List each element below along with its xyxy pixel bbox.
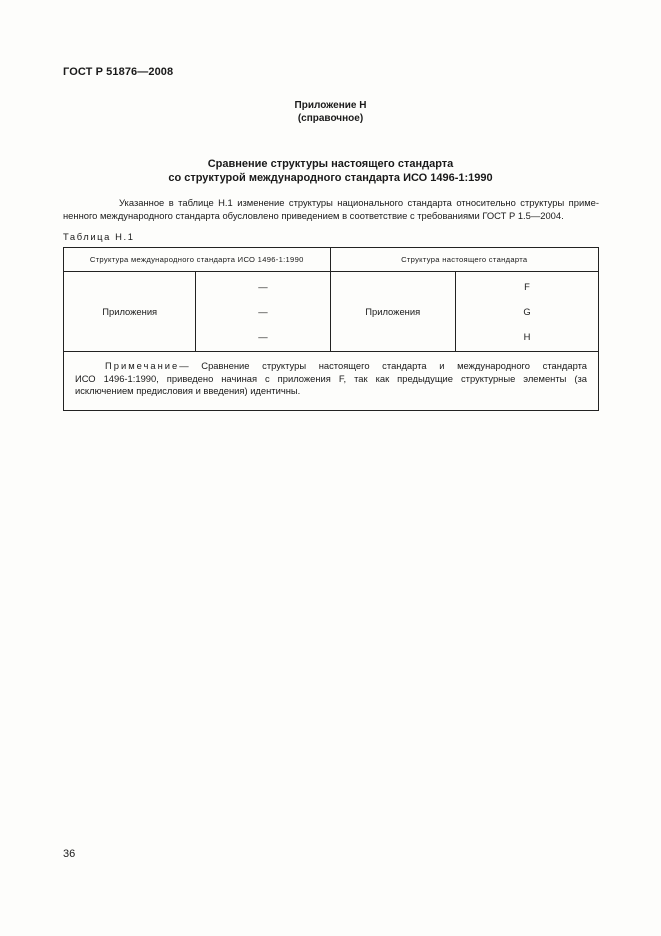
header-international: Структура международного стандарта ИСО 1496-1:1990: [64, 248, 331, 272]
comparison-table: [63, 247, 599, 411]
note-line-3: исключением предисловия и введения) идентичны.: [75, 385, 301, 397]
intl-item: —: [258, 306, 268, 317]
table-header-row: [64, 248, 599, 272]
intl-items-cell: [196, 272, 330, 352]
section-title-line-1: Сравнение структуры настоящего стандарта: [207, 158, 454, 170]
page-number: 36: [63, 848, 76, 860]
section-title: [0, 157, 661, 185]
table-row: [64, 272, 599, 352]
intl-item: —: [258, 281, 268, 292]
appendix-title: Приложение Н: [294, 100, 367, 111]
table-note: [64, 352, 599, 411]
section-title-line-2: со структурой международного стандарта ИСО 1496-1:1990: [168, 172, 493, 184]
table-note-row: [64, 352, 599, 411]
national-item: H: [523, 331, 531, 342]
national-item: G: [523, 306, 531, 317]
appendix-subtitle: (справочное): [297, 113, 364, 124]
table-label: Таблица Н.1: [63, 231, 135, 242]
national-section-cell: Приложения: [330, 272, 455, 352]
document-code: ГОСТ Р 51876—2008: [63, 66, 174, 78]
note-line-2: ИСО 1496-1:1990, приведено начиная с приложения F, так как предыдущие структурные элементы (за: [75, 372, 587, 384]
intl-section-cell: Приложения: [64, 272, 196, 352]
appendix-heading: [0, 99, 661, 125]
note-line-1: — Сравнение структуры настоящего стандарта и международного стандарта: [179, 360, 587, 371]
intro-paragraph: [63, 196, 599, 222]
national-item: F: [524, 281, 530, 292]
intl-item: —: [258, 331, 268, 342]
intro-line-2: ненного международного стандарта обусловлено приведением в соответствие с требованиями ГОСТ Р 1.5—2004.: [63, 210, 564, 221]
intro-line-1: Указанное в таблице Н.1 изменение структуры национального стандарта относительно структуры приме-: [119, 197, 599, 208]
note-label: Примечание: [105, 360, 180, 371]
header-national: Структура настоящего стандарта: [330, 248, 599, 272]
national-items-cell: [455, 272, 598, 352]
